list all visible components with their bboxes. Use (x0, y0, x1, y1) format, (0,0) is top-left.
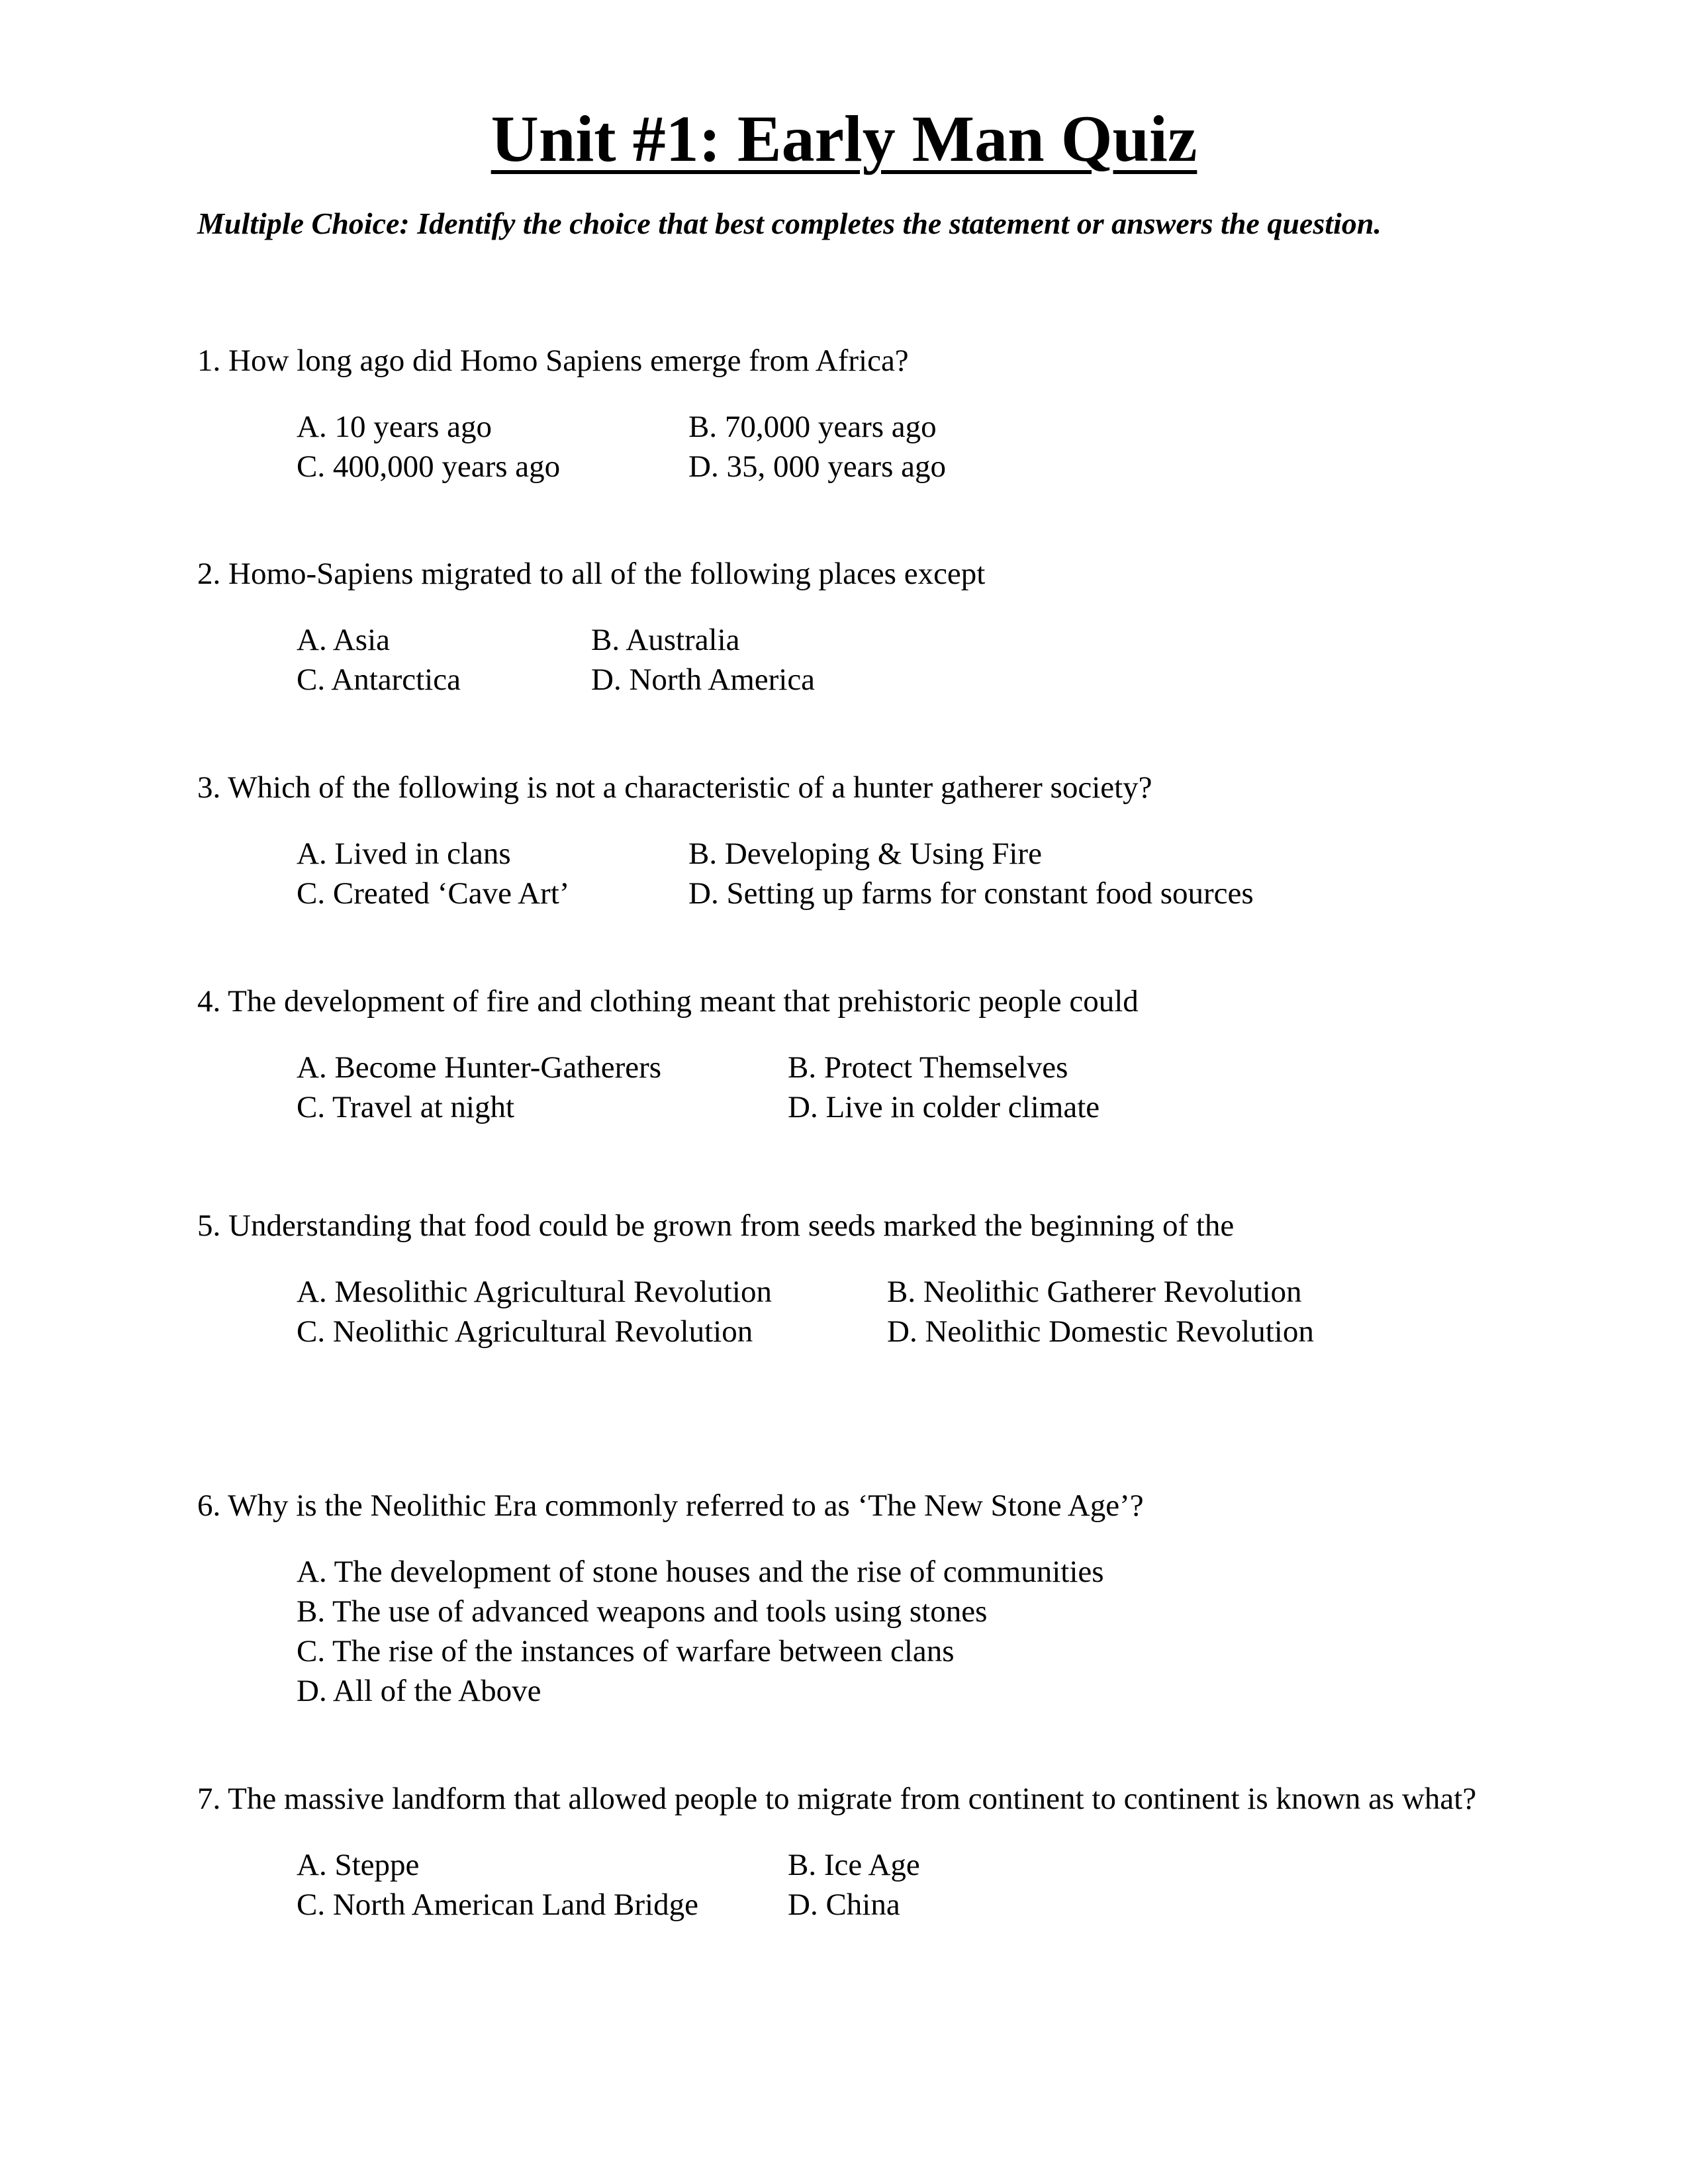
question-text: 6. Why is the Neolithic Era commonly referred to as ‘The New Stone Age’? (197, 1488, 1144, 1523)
question-text: 1. How long ago did Homo Sapiens emerge from Africa? (197, 343, 909, 378)
choice-c: C. North American Land Bridge (297, 1888, 698, 1922)
choice-a: A. The development of stone houses and the rise of communities (297, 1555, 1104, 1589)
instructions: Multiple Choice: Identify the choice that best completes the statement or answers the question. (197, 206, 1382, 240)
choice-c: C. 400,000 years ago (297, 449, 561, 484)
question-3 (197, 768, 1254, 913)
choice-c: C. Travel at night (297, 1090, 515, 1124)
choice-b: B. The use of advanced weapons and tools using stones (297, 1594, 988, 1629)
question-6 (197, 1486, 1144, 1711)
choice-a: A. Asia (297, 623, 390, 657)
question-2 (197, 554, 985, 700)
choice-d: D. China (788, 1888, 900, 1922)
choice-b: B. Australia (591, 623, 740, 657)
choice-d: D. North America (591, 662, 816, 697)
question-text: 7. The massive landform that allowed people to migrate from continent to continent is known as what? (197, 1782, 1477, 1816)
choice-d: D. Setting up farms for constant food sources (688, 876, 1254, 911)
question-text: 4. The development of fire and clothing meant that prehistoric people could (197, 984, 1139, 1019)
choice-c: C. The rise of the instances of warfare between clans (297, 1634, 955, 1668)
choice-a: A. Steppe (297, 1848, 420, 1882)
choice-b: B. 70,000 years ago (688, 410, 937, 444)
question-4 (197, 981, 1139, 1127)
choice-a: A. Lived in clans (297, 837, 511, 871)
choice-a: A. Become Hunter-Gatherers (297, 1050, 662, 1085)
choice-b: B. Neolithic Gatherer Revolution (887, 1275, 1302, 1309)
choice-b: B. Developing & Using Fire (688, 837, 1042, 871)
question-text: 5. Understanding that food could be grown from seeds marked the beginning of the (197, 1208, 1235, 1243)
question-text: 3. Which of the following is not a characteristic of a hunter gatherer society? (197, 770, 1152, 805)
choice-c: C. Neolithic Agricultural Revolution (297, 1314, 753, 1349)
question-7 (197, 1779, 1476, 1925)
choice-d: D. Live in colder climate (788, 1090, 1100, 1124)
choice-b: B. Protect Themselves (788, 1050, 1068, 1085)
choice-c: C. Created ‘Cave Art’ (297, 876, 570, 911)
choice-d: D. 35, 000 years ago (688, 449, 946, 484)
choice-d: D. Neolithic Domestic Revolution (887, 1314, 1314, 1349)
choice-b: B. Ice Age (788, 1848, 920, 1882)
choice-c: C. Antarctica (297, 662, 461, 697)
page-title: Unit #1: Early Man Quiz (491, 102, 1197, 175)
choice-a: A. Mesolithic Agricultural Revolution (297, 1275, 772, 1309)
choice-d: D. All of the Above (297, 1674, 541, 1708)
choice-a: A. 10 years ago (297, 410, 492, 444)
question-5 (197, 1206, 1314, 1351)
question-text: 2. Homo-Sapiens migrated to all of the following places except (197, 557, 986, 591)
question-1 (197, 341, 946, 486)
